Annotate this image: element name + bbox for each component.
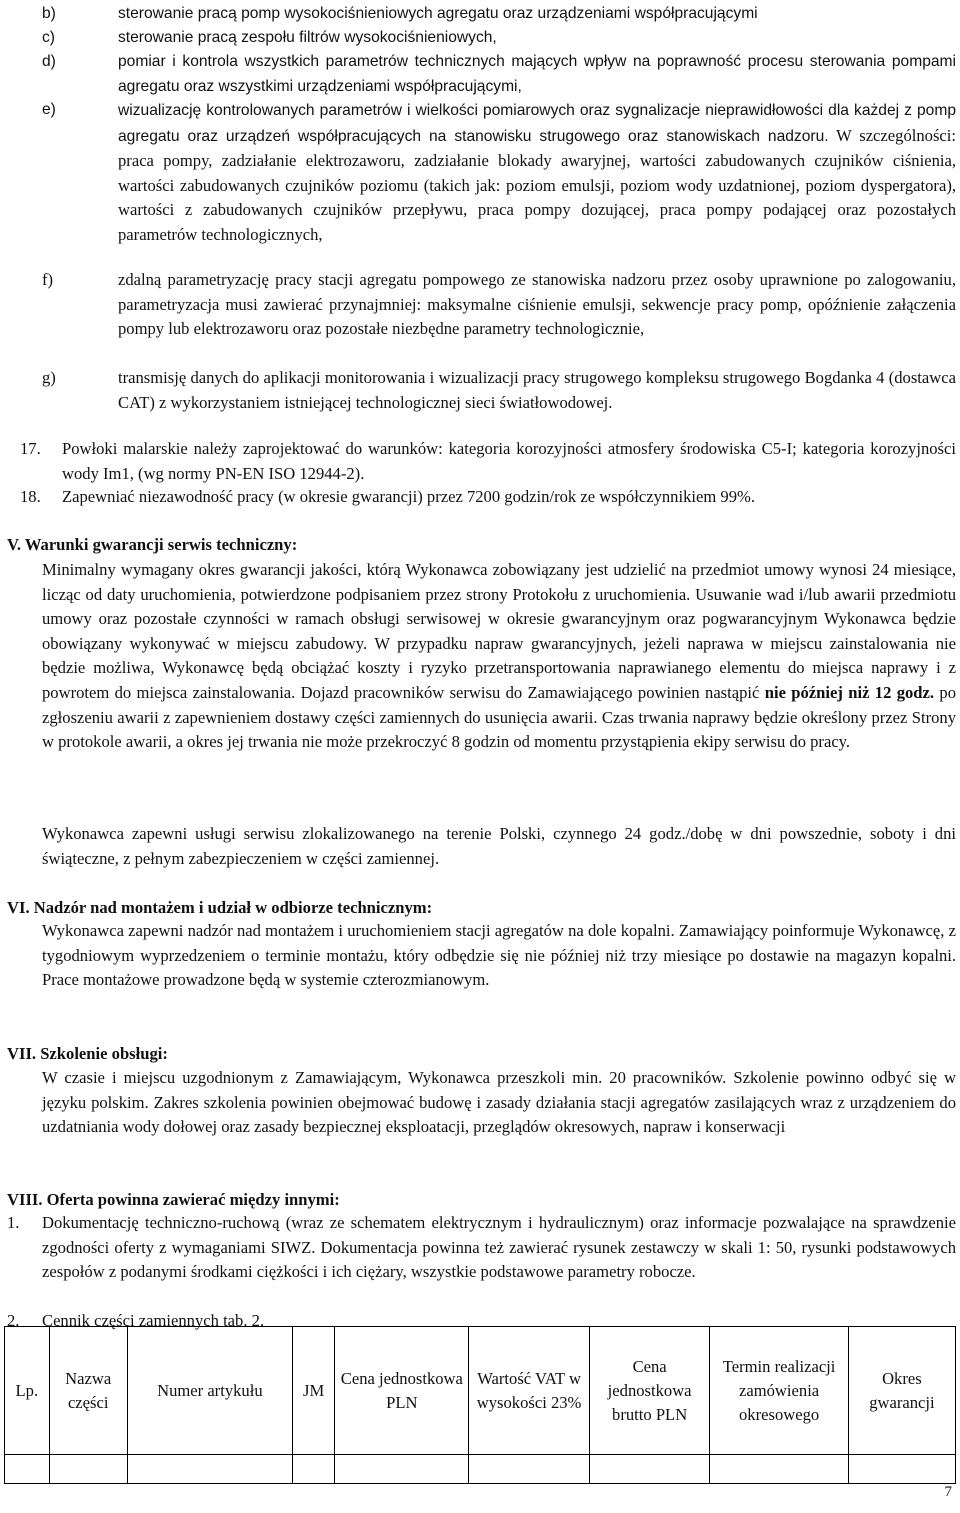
- section-vii-paragraph: W czasie i miejscu uzgodnionym z Zamawiającym, Wykonawca przeszkoli min. 20 pracowników. Szkolenie powinno odbyć się w języku polskim. Zakres szkolenia powinien obejmować budowę i zasady działania stacji agregatów zasilających wraz z urządzeniem do uzdatniania wody dołowej oraz zasady bezpiecznej eksploatacji, przeglądów okresowych, napraw i konserwacji: [42, 1068, 956, 1137]
- table-cell: [848, 1455, 955, 1484]
- list-item-e: e) wizualizację kontrolowanych parametrów i wielkości pomiarowych oraz sygnalizacje nieprawidłowości dla każdej z pomp agregatu oraz urządzeń współpracujących na stanowisku strugowego oraz stanowiskach nadzoru. W szczególności: praca pompy, zadziałanie elektrozaworu, zadziałanie blokady awaryjnej, wartości zabudowanych czujników ciśnienia, wartości zabudowanych czujników poziomu (takich jak: poziom emulsji, poziom wody uzdatnionej, poziom dyspergatora), wartości z zabudowanych czujników przepływu, praca pompy dozującej, praca pompy podającej oraz pozostałych parametrów technologicznych,: [42, 101, 956, 244]
- list-item-f: f) zdalną parametryzację pracy stacji agregatu pompowego ze stanowiska nadzoru przez osoby uprawnione po zalogowaniu, parametryzacja musi zawierać przynajmniej: maksymalne ciśnienie emulsji, sekwencje pracy pomp, opóźnienie załączenia pompy lub elektrozaworu oraz pozostałe niezbędne parametry technologicznie,: [42, 270, 956, 339]
- table-cell: [469, 1455, 590, 1484]
- numbered-item-18: 18. Zapewniać niezawodność pracy (w okresie gwarancji) przez 7200 godzin/rok ze współczynnikiem 99%.: [20, 487, 755, 506]
- list-item-b: b) sterowanie pracą pomp wysokociśnieniowych agregatu oraz urządzeniami współpracującymi: [42, 5, 758, 22]
- col-unit: JM: [292, 1327, 334, 1455]
- section-vii-heading: VII. Szkolenie obsługi:: [7, 1044, 168, 1063]
- col-delivery-term: Termin realizacji zamówienia okresowego: [710, 1327, 848, 1455]
- numbered-item-17: 17. Powłoki malarskie należy zaprojektować do warunków: kategoria korozyjności atmosfery środowiska C5-I; kategoria korozyjności wody Im1, (wg normy PN-EN ISO 12944-2).: [20, 439, 956, 483]
- table-cell: [5, 1455, 50, 1484]
- offer-item-2: 2. Cennik części zamiennych tab. 2.: [7, 1311, 265, 1330]
- table-cell: [49, 1455, 127, 1484]
- spare-parts-table: [4, 1326, 956, 1484]
- list-item-g: g) transmisję danych do aplikacji monitorowania i wizualizacji pracy strugowego kompleksu strugowego Bogdanka 4 (dostawca CAT) z wykorzystaniem istniejącej technologicznej sieci światłowodowej.: [42, 368, 956, 412]
- table-cell: [127, 1455, 292, 1484]
- table-header-row: [5, 1327, 956, 1455]
- col-vat: Wartość VAT w wysokości 23%: [469, 1327, 590, 1455]
- table-row: [5, 1455, 956, 1484]
- section-vi-paragraph: Wykonawca zapewni nadzór nad montażem i uruchomieniem stacji agregatów na dole kopalni. Zamawiający poinformuje Wykonawcę, z tygodniowym wyprzedzeniem o terminie montażu, który odbędzie się nie później niż trzy miesiące po dostawie na magazyn kopalni. Prace montażowe prowadzone będą w systemie czterozmianowym.: [42, 921, 956, 990]
- table-cell: [589, 1455, 710, 1484]
- col-gross-price: Cena jednostkowa brutto PLN: [589, 1327, 710, 1455]
- section-viii-heading: VIII. Oferta powinna zawierać między innymi:: [7, 1190, 340, 1209]
- col-net-price: Cena jednostkowa PLN: [335, 1327, 469, 1455]
- col-lp: Lp.: [5, 1327, 50, 1455]
- list-item-e-sans: wizualizację kontrolowanych parametrów i wielkości pomiarowych oraz sygnalizacje nieprawidłowości dla każdej z pomp agregatu oraz urządzeń współpracujących na stanowisku strugowego oraz stanowiskach nadzoru.: [118, 102, 956, 145]
- list-item-c: c) sterowanie pracą zespołu filtrów wysokociśnieniowych,: [42, 29, 497, 46]
- col-article-number: Numer artykułu: [127, 1327, 292, 1455]
- section-v-paragraph-1: Minimalny wymagany okres gwarancji jakości, którą Wykonawca zobowiązany jest udzielić na przedmiot umowy wynosi 24 miesiące, licząc od daty uruchomienia, potwierdzone podpisaniem przez strony Protokołu z uruchomienia. Usuwanie wad i/lub awarii przedmiotu umowy oraz pozostałe czynności w ramach obsługi serwisowej w okresie gwarancyjnym oraz pogwarancyjnym Wykonawca będzie obowiązany wykonywać w miejscu zabudowy. W przypadku napraw gwarancyjnych, jeżeli naprawa w miejscu zainstalowania nie będzie możliwa, Wykonawcę będą obciążać koszty i ryzyko przetransportowania naprawianego elementu do miejsca naprawy i z powrotem do miejsca zainstalowania. Dojazd pracowników serwisu do Zamawiającego powinien nastąpić nie później niż 12 godz. po zgłoszeniu awarii z zapewnieniem dostawy części zamiennych do usunięcia awarii. Czas trwania naprawy będzie określony przez Strony w protokole awarii, a okres jej trwania nie może przekroczyć 8 godzin od momentu przystąpienia ekipy serwisu do pracy.: [42, 560, 956, 752]
- page-number: 7: [944, 1484, 952, 1500]
- section-v-paragraph-2: Wykonawca zapewni usługi serwisu zlokalizowanego na terenie Polski, czynnego 24 godz./dobę w dni powszednie, soboty i dni świąteczne, z pełnym zabezpieczeniem w części zamiennej.: [42, 824, 956, 868]
- table-cell: [710, 1455, 848, 1484]
- table-cell: [335, 1455, 469, 1484]
- section-vi-heading: VI. Nadzór nad montażem i udział w odbiorze technicznym:: [7, 898, 433, 917]
- offer-item-1: 1. Dokumentację techniczno-ruchową (wraz ze schematem elektrycznym i hydraulicznym) oraz informacje pozwalające na sprawdzenie zgodności oferty z wymaganiami SIWZ. Dokumentacja powinna też zawierać rysunek zestawczy w skali 1: 50, rysunki podstawowych zespołów z podanymi środkami ciężkości i ich ciężary, wszystkie podstawowe parametry robocze.: [7, 1213, 956, 1282]
- section-v-heading: V. Warunki gwarancji serwis techniczny:: [7, 535, 298, 554]
- deadline-bold: nie później niż 12 godz.: [764, 682, 935, 702]
- table-cell: [292, 1455, 334, 1484]
- list-item-d: d) pomiar i kontrola wszystkich parametrów technicznych mających wpływ na poprawność procesu sterowania pompami agregatu oraz wszystkimi urządzeniami współpracującymi,: [42, 53, 956, 95]
- col-part-name: Nazwa części: [49, 1327, 127, 1455]
- col-warranty: Okres gwarancji: [848, 1327, 955, 1455]
- list-item-e-serif: W szczególności: praca pompy, zadziałanie elektrozaworu, zadziałanie blokady awaryjnej, wartości zabudowanych czujników ciśnienia, wartości zabudowanych czujników poziomu (takich jak: poziom emulsji, poziom wody uzdatnionej, poziom dyspergatora), wartości z zabudowanych czujników przepływu, praca pompy dozującej, praca pompy podającej oraz pozostałych parametrów technologicznych,: [118, 125, 956, 244]
